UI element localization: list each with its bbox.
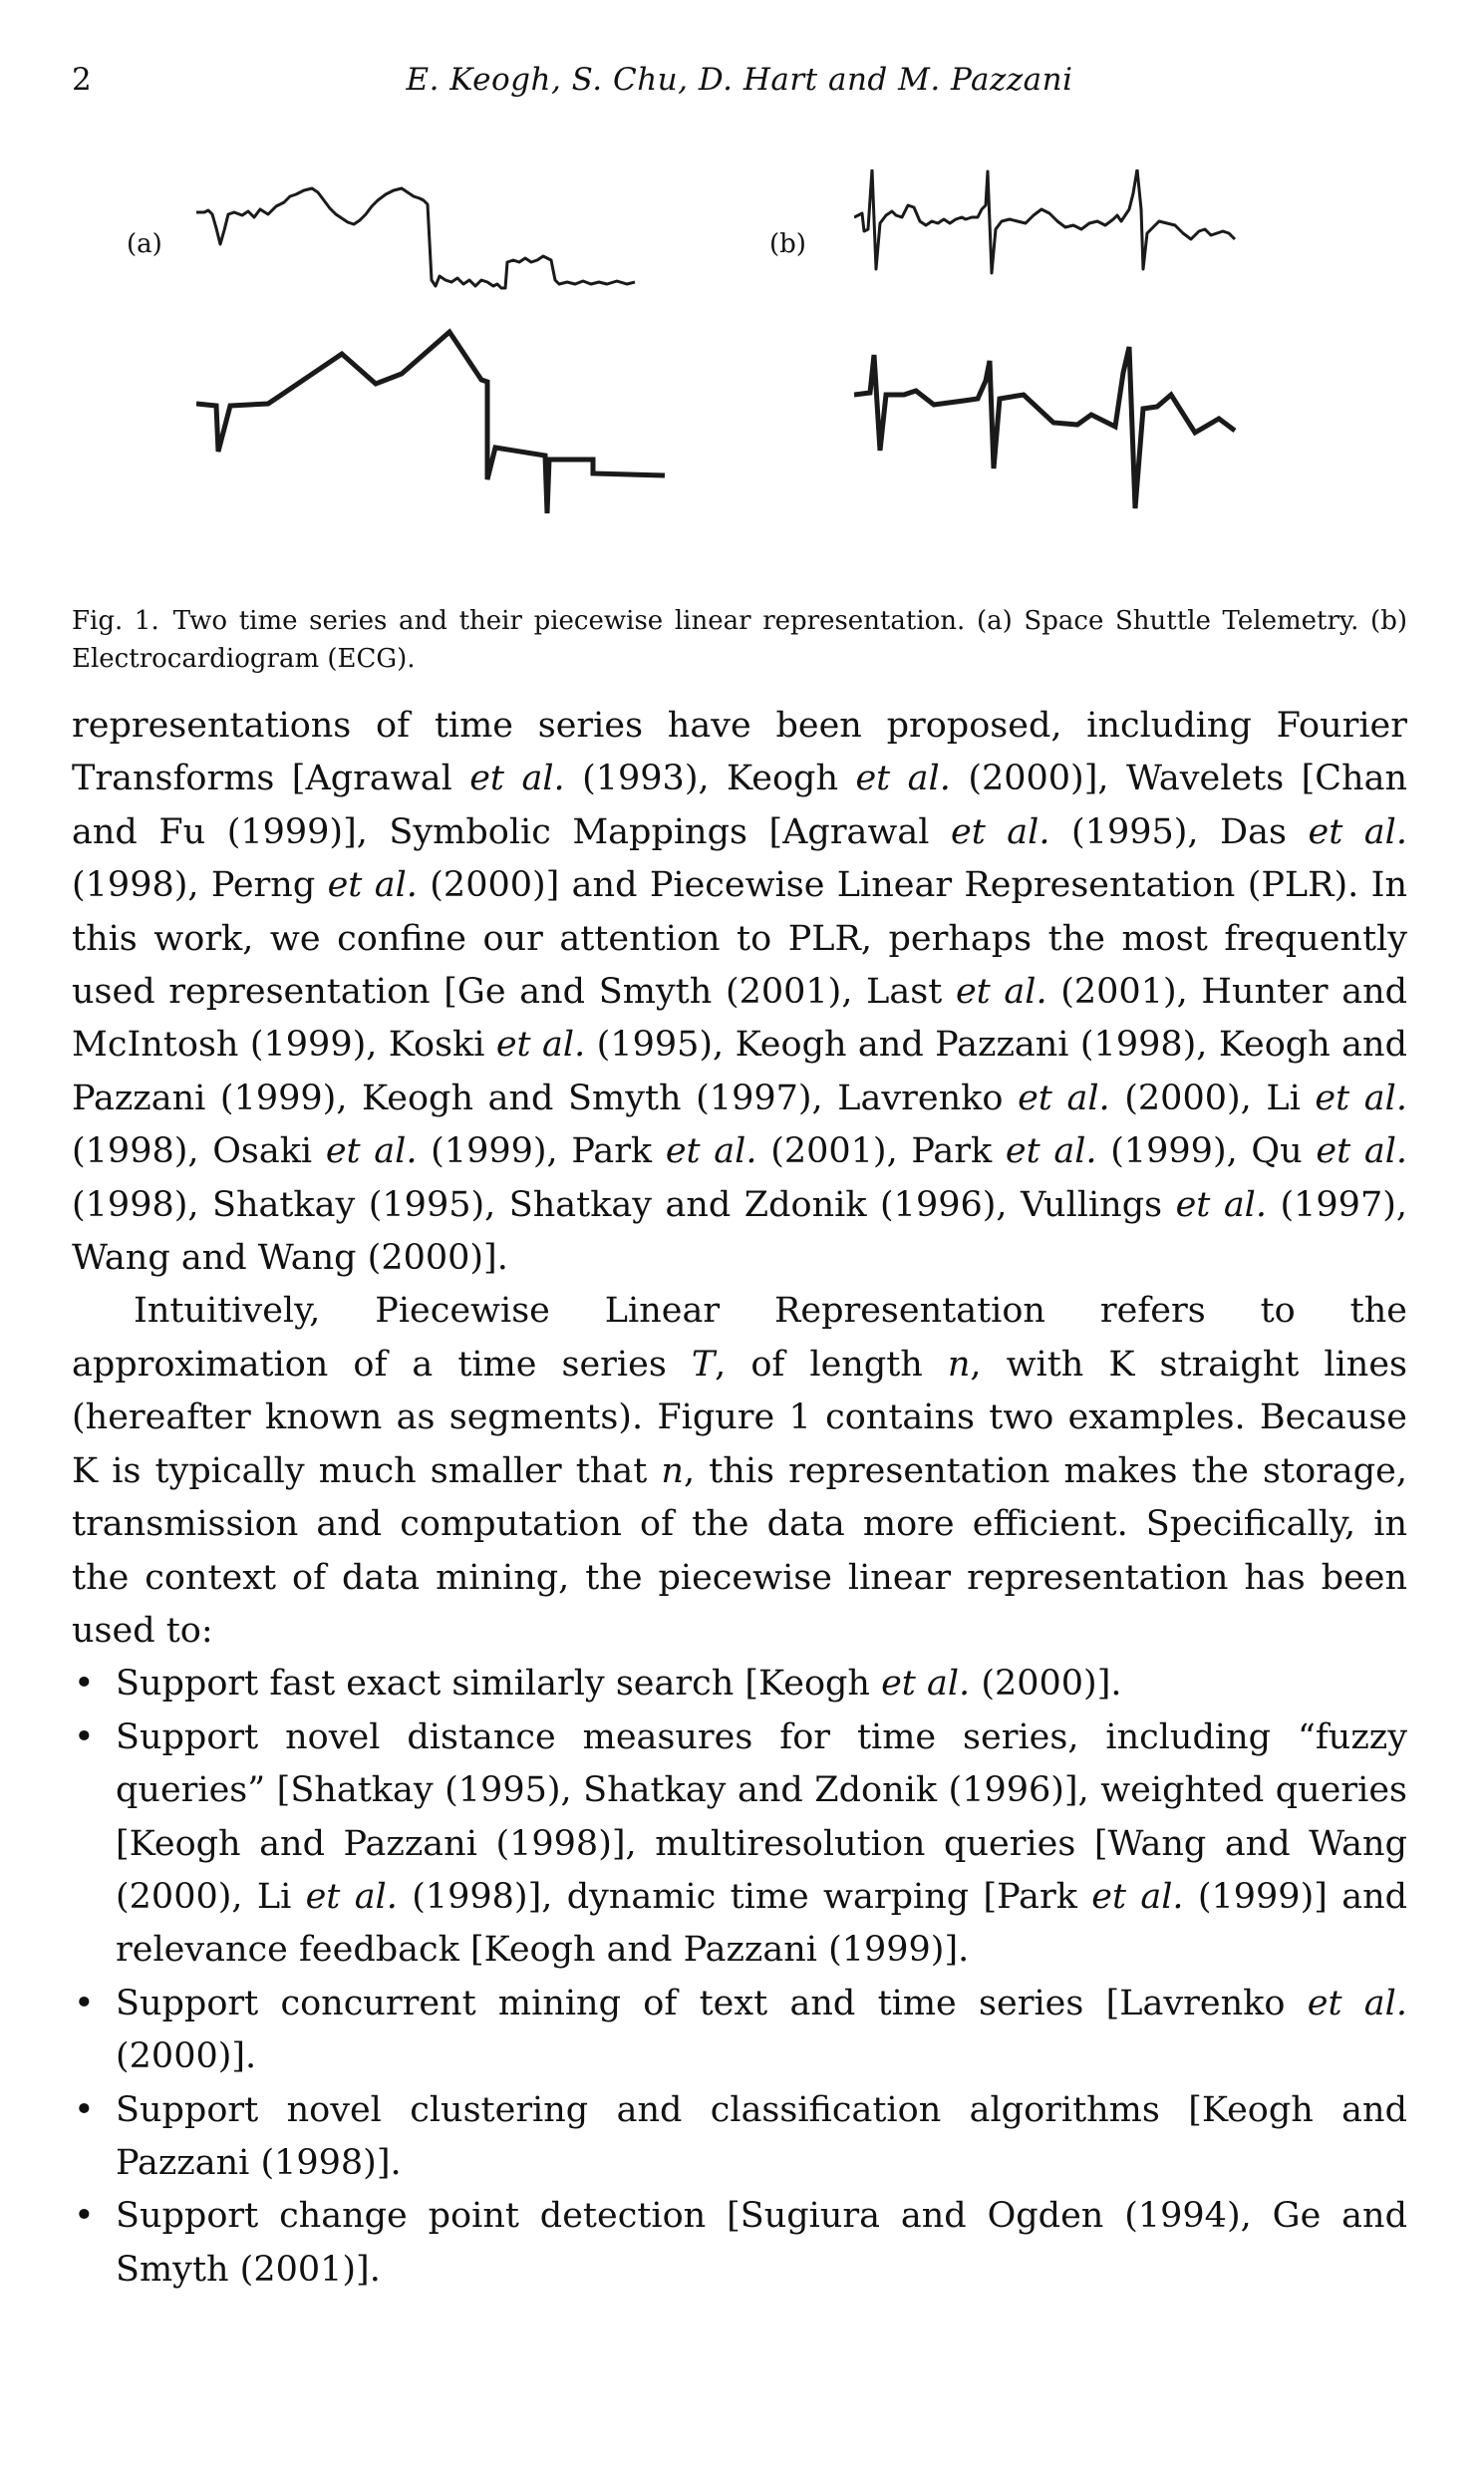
panel-a-label: (a)	[127, 229, 162, 259]
figure-caption-label: Fig. 1.	[72, 606, 159, 636]
panel-a-raw-series	[196, 188, 635, 288]
list-item	[72, 2084, 1407, 2191]
figure-caption-text: Two time series and their piecewise linear representation. (a) Space Shuttle Telemetry. (b) Electrocardiogram (ECG).	[72, 606, 1407, 674]
bullet-list	[72, 1658, 1407, 2297]
paragraph-2: Intuitively, Piecewise Linear Representation refers to the approximation of a time series T, of length n, with K straight lines (hereafter known as segments). Figure 1 contains two examples. Because K is typically much smaller that n, this representation makes the storage, transmission and computation of the data more efficient. Specifically, in the context of data mining, the piecewise linear representation has been used to:	[72, 1291, 1407, 1651]
list-item-text: Support change point detection [Sugiura and Ogden (1994), Ge and Smyth (2001)].	[116, 2196, 1407, 2290]
panel-b-raw-series	[854, 169, 1235, 273]
bullet-marker: •	[74, 1664, 95, 1705]
list-item-text: Support novel clustering and classification algorithms [Keogh and Pazzani (1998)].	[116, 2089, 1407, 2183]
list-item	[72, 1711, 1407, 1978]
list-item	[72, 1658, 1407, 1710]
page-header	[72, 62, 1407, 112]
list-item	[72, 1978, 1407, 2084]
bullet-marker: •	[74, 1716, 95, 1757]
bullet-marker: •	[74, 2089, 95, 2130]
page-number: 2	[72, 62, 92, 98]
panel-a-plr-approximation	[196, 332, 665, 513]
panel-b-plot	[854, 169, 1412, 578]
running-head: E. Keogh, S. Chu, D. Hart and M. Pazzani	[406, 62, 1073, 98]
list-item-text: Support novel distance measures for time series, including “fuzzy queries” [Shatkay (1995), Shatkay and Zdonik (1996)], weighted queries [Keogh and Pazzani (1998)], multiresolution queries [Wang and Wang (2000), Li et al. (1998)], dynamic time warping [Park et al. (1999)] and relevance feedback [Keogh and Pazzani (1999)].	[116, 1716, 1408, 1971]
list-item-text: Support fast exact similarly search [Keogh et al. (2000)].	[116, 1664, 1122, 1705]
bullet-marker: •	[74, 1983, 95, 2023]
panel-b-label: (b)	[769, 229, 806, 259]
list-item-text: Support concurrent mining of text and time series [Lavrenko et al. (2000)].	[116, 1983, 1407, 2077]
panel-b-plr-approximation	[854, 347, 1235, 508]
figure-caption	[72, 602, 1407, 678]
panel-a-plot	[196, 184, 715, 573]
bullet-marker: •	[74, 2196, 95, 2237]
list-item	[72, 2190, 1407, 2297]
body-text	[72, 700, 1407, 2297]
paragraph-1: representations of time series have been proposed, including Fourier Transforms [Agrawal et al. (1993), Keogh et al. (2000)], Wavelets [Chan and Fu (1999)], Symbolic Mappings [Agrawal et al. (1995), Das et al. (1998), Perng et al. (2000)] and Piecewise Linear Representation (PLR). In this work, we confine our attention to PLR, perhaps the most frequently used representation [Ge and Smyth (2001), Last et al. (2001), Hunter and McIntosh (1999), Koski et al. (1995), Keogh and Pazzani (1998), Keogh and Pazzani (1999), Keogh and Smyth (1997), Lavrenko et al. (2000), Li et al. (1998), Osaki et al. (1999), Park et al. (2001), Park et al. (1999), Qu et al. (1998), Shatkay (1995), Shatkay and Zdonik (1996), Vullings et al. (1997), Wang and Wang (2000)].	[72, 706, 1408, 1279]
figure-1	[72, 169, 1407, 588]
